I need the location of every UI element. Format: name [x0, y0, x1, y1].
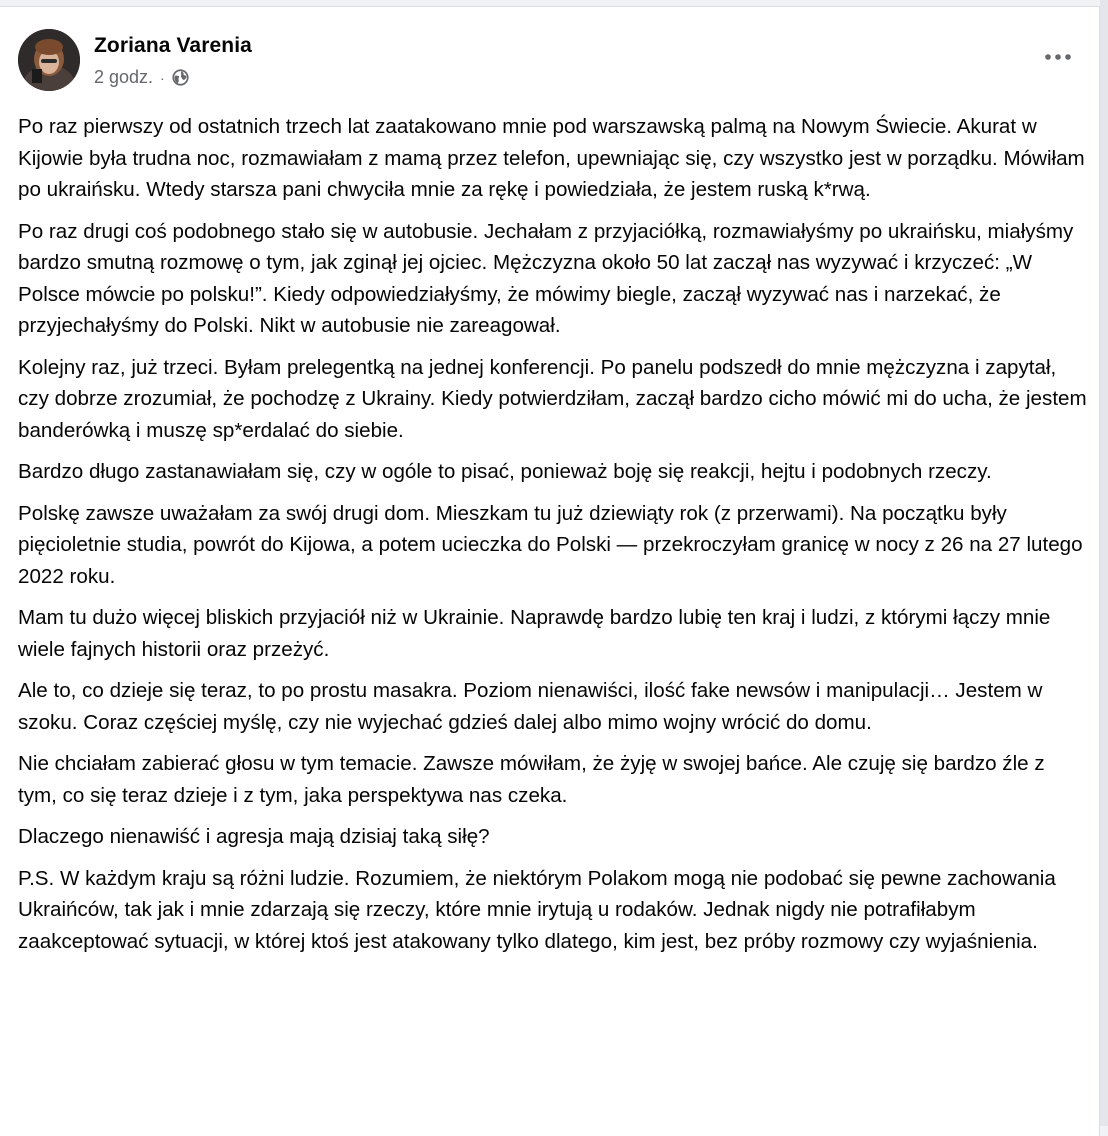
post-paragraph: Po raz drugi coś podobnego stało się w autobusie. Jechałam z przyjaciółką, rozmawiałyśmy po ukraińsku, miałyśmy bardzo smutną rozmowę o tym, jak zginął jej ojciec. Mężczyzna około 50 lat zaczął nas wyzywać i krzyczeć: „W Polsce mówcie po polsku!”. Kiedy odpowiedziałyśmy, że mówimy biegle, zaczął wyzywać nas i narzekać, że przyjechałyśmy do Polski. Nikt w autobusie nie zareagował. [18, 219, 1074, 337]
post-meta [94, 67, 189, 88]
post-paragraph: Dlaczego nienawiść i agresja mają dzisiaj taką siłę? [18, 825, 490, 848]
post-paragraph: Polskę zawsze uważałam za swój drugi dom. Mieszkam tu już dziewiąty rok (z przerwami). Na początku były pięcioletnie studia, powrót do Kijowa, a potem ucieczka do Polski — przekroczyłam granicę w nocy z 26 na 27 lutego 2022 roku. [18, 501, 1083, 588]
post-paragraph: Kolejny raz, już trzeci. Byłam prelegentką na jednej konferencji. Po panelu podszedł do mnie mężczyzna i zapytał, czy dobrze zrozumiał, że pochodzę z Ukrainy. Kiedy potwierdziłam, zaczął bardzo cicho mówić mi do ucha, że jestem banderówką i muszę sp*erdalać do siebie. [18, 355, 1087, 442]
more-options-button[interactable] [1040, 45, 1076, 69]
post-paragraph: Nie chciałam zabierać głosu w tym temacie. Zawsze mówiłam, że żyję w swojej bańce. Ale czuję się bardzo źle z tym, co się teraz dzieje i z tym, jaka perspektywa nas czeka. [18, 752, 1045, 807]
more-options-icon [1043, 53, 1073, 61]
post-header [18, 29, 1088, 93]
post-text [18, 111, 1088, 967]
meta-separator: · [160, 69, 165, 86]
author-name[interactable]: Zoriana Varenia [94, 34, 252, 57]
post-paragraph: Po raz pierwszy od ostatnich trzech lat zaatakowano mnie pod warszawską palmą na Nowym Świecie. Akurat w Kijowie była trudna noc, rozmawiałam z mamą przez telefon, upewniając się, czy wszystko jest w porządku. Mówiłam po ukraińsku. Wtedy starsza pani chwyciła mnie za rękę i powiedziała, że jestem ruską k*rwą. [18, 115, 1085, 201]
post-paragraph: Ale to, co dzieje się teraz, to po prostu masakra. Poziom nienawiści, ilość fake newsów i manipulacji… Jestem w szoku. Coraz częściej myślę, czy nie wyjechać gdzieś dalej albo mimo wojny wrócić do domu. [18, 679, 1043, 734]
author-avatar[interactable] [18, 29, 80, 91]
post-paragraph: P.S. W każdym kraju są różni ludzie. Rozumiem, że niektórym Polakom mogą nie podobać się pewne zachowania Ukraińców, tak jak i mnie zdarzają się rzeczy, które mnie irytują u rodaków. Jednak nigdy nie potrafiłabym zaakceptować sytuacji, w której ktoś jest atakowany tylko dlatego, kim jest, bez próby rozmowy czy wyjaśnienia. [18, 866, 1056, 953]
post-paragraph: Mam tu dużo więcej bliskich przyjaciół niż w Ukrainie. Naprawdę bardzo lubię ten kraj i ludzi, z którymi łączy mnie wiele fajnych historii oraz przeżyć. [18, 606, 1051, 661]
post-paragraph: Bardzo długo zastanawiałam się, czy w ogóle to pisać, ponieważ boję się reakcji, hejtu i podobnych rzeczy. [18, 460, 992, 483]
post-timestamp[interactable]: 2 godz. [94, 67, 154, 87]
page-edge [1100, 0, 1108, 1126]
globe-icon[interactable] [172, 69, 189, 86]
avatar-image [18, 29, 80, 91]
post-card [0, 6, 1100, 1136]
